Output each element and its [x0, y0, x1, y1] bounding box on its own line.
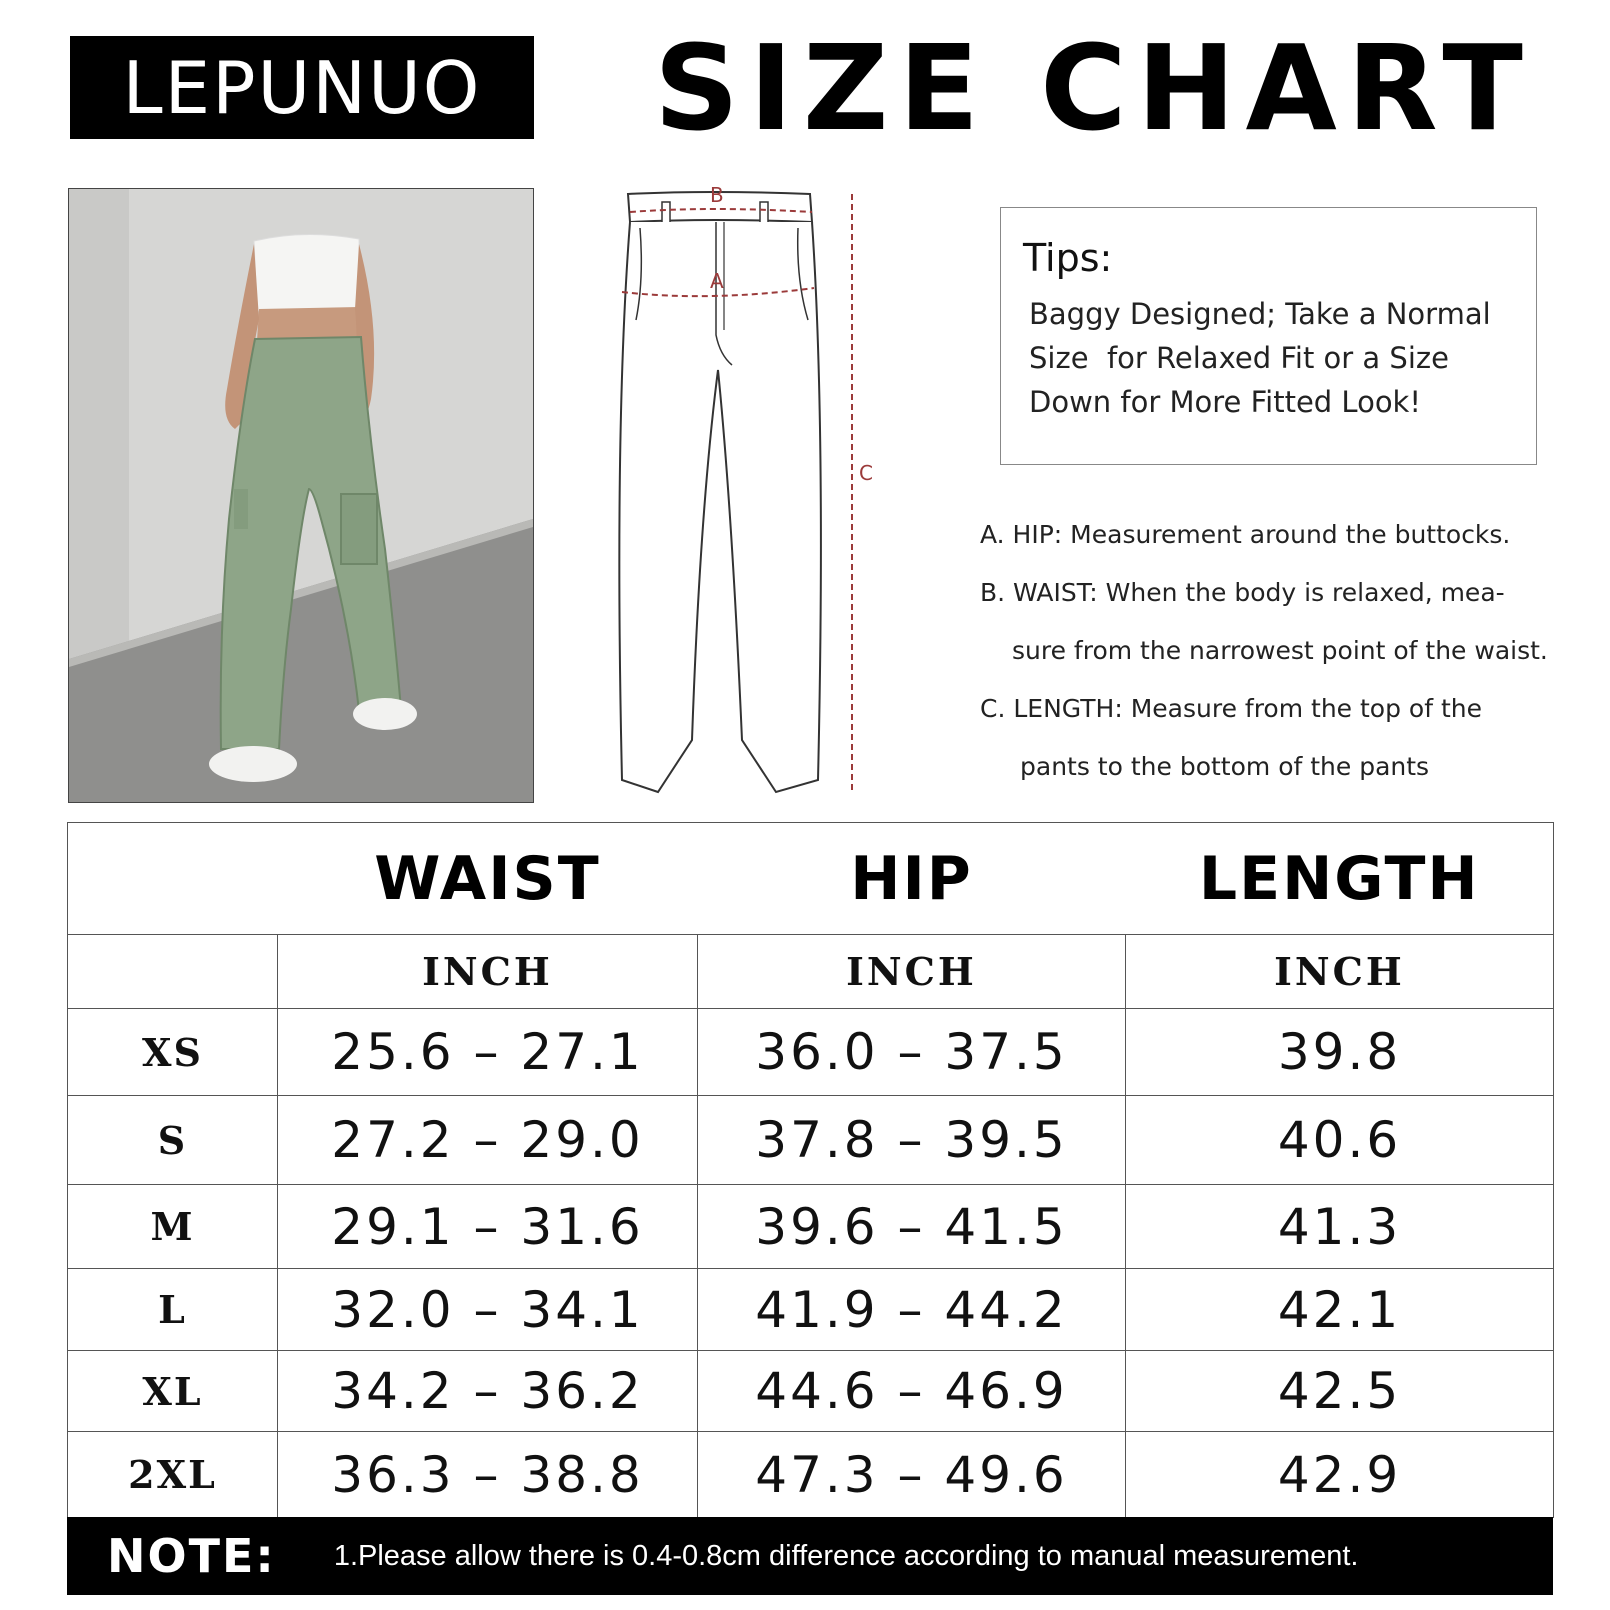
length-value: 42.5	[1126, 1351, 1554, 1432]
pants-diagram	[600, 180, 880, 800]
definition-waist-cont: sure from the narrowest point of the waist.	[1012, 636, 1548, 665]
waist-value: 29.1 – 31.6	[278, 1185, 698, 1269]
table-row	[68, 1432, 1554, 1518]
note-label: NOTE:	[107, 1529, 276, 1583]
header-hip: HIP	[698, 823, 1126, 935]
length-value: 39.8	[1126, 1009, 1554, 1096]
tips-title: Tips:	[1023, 236, 1113, 280]
label-c: C	[859, 461, 873, 485]
size-label: S	[68, 1096, 278, 1185]
length-value: 42.9	[1126, 1432, 1554, 1518]
tips-body	[1023, 292, 1514, 424]
waist-value: 27.2 – 29.0	[278, 1096, 698, 1185]
length-value: 41.3	[1126, 1185, 1554, 1269]
hip-value: 39.6 – 41.5	[698, 1185, 1126, 1269]
unit-length: INCH	[1126, 935, 1554, 1009]
table-row	[68, 1351, 1554, 1432]
waist-value: 34.2 – 36.2	[278, 1351, 698, 1432]
size-label: L	[68, 1269, 278, 1351]
header-length: LENGTH	[1126, 823, 1554, 935]
unit-waist: INCH	[278, 935, 698, 1009]
size-label: 2XL	[68, 1432, 278, 1518]
tips-line: Down for More Fitted Look!	[1029, 385, 1421, 419]
hip-value: 47.3 – 49.6	[698, 1432, 1126, 1518]
table-row	[68, 1009, 1554, 1096]
tips-line: Baggy Designed; Take a Normal	[1029, 297, 1491, 331]
brand-logo	[70, 36, 534, 139]
header-waist: WAIST	[278, 823, 698, 935]
label-b: B	[710, 183, 724, 207]
definition-length: C. LENGTH: Measure from the top of the	[980, 694, 1482, 723]
length-value: 42.1	[1126, 1269, 1554, 1351]
waist-value: 25.6 – 27.1	[278, 1009, 698, 1096]
header-row	[68, 823, 1554, 935]
hip-value: 36.0 – 37.5	[698, 1009, 1126, 1096]
waist-value: 32.0 – 34.1	[278, 1269, 698, 1351]
label-a: A	[710, 269, 724, 293]
unit-row	[68, 935, 1554, 1009]
note-text: 1.Please allow there is 0.4-0.8cm difference according to manual measurement.	[333, 1539, 1359, 1572]
brand-name: LEPUNUO	[122, 45, 482, 130]
definition-hip: A. HIP: Measurement around the buttocks.	[980, 520, 1511, 549]
definition-length-cont: pants to the bottom of the pants	[1020, 752, 1430, 781]
product-photo	[68, 188, 534, 803]
size-label: XS	[68, 1009, 278, 1096]
waist-value: 36.3 – 38.8	[278, 1432, 698, 1518]
hip-value: 44.6 – 46.9	[698, 1351, 1126, 1432]
page-title: SIZE CHART	[654, 19, 1533, 157]
table-row	[68, 1185, 1554, 1269]
hip-value: 37.8 – 39.5	[698, 1096, 1126, 1185]
size-label: XL	[68, 1351, 278, 1432]
note-bar	[67, 1517, 1553, 1595]
tips-box	[1000, 207, 1537, 465]
size-table	[67, 822, 1554, 1518]
model-wearing-cargo-pants-image	[69, 189, 533, 802]
unit-hip: INCH	[698, 935, 1126, 1009]
length-value: 40.6	[1126, 1096, 1554, 1185]
definition-waist: B. WAIST: When the body is relaxed, mea-	[980, 578, 1505, 607]
table-row	[68, 1096, 1554, 1185]
size-label: M	[68, 1185, 278, 1269]
hip-value: 41.9 – 44.2	[698, 1269, 1126, 1351]
table-row	[68, 1269, 1554, 1351]
tips-line: Size for Relaxed Fit or a Size	[1029, 341, 1449, 375]
